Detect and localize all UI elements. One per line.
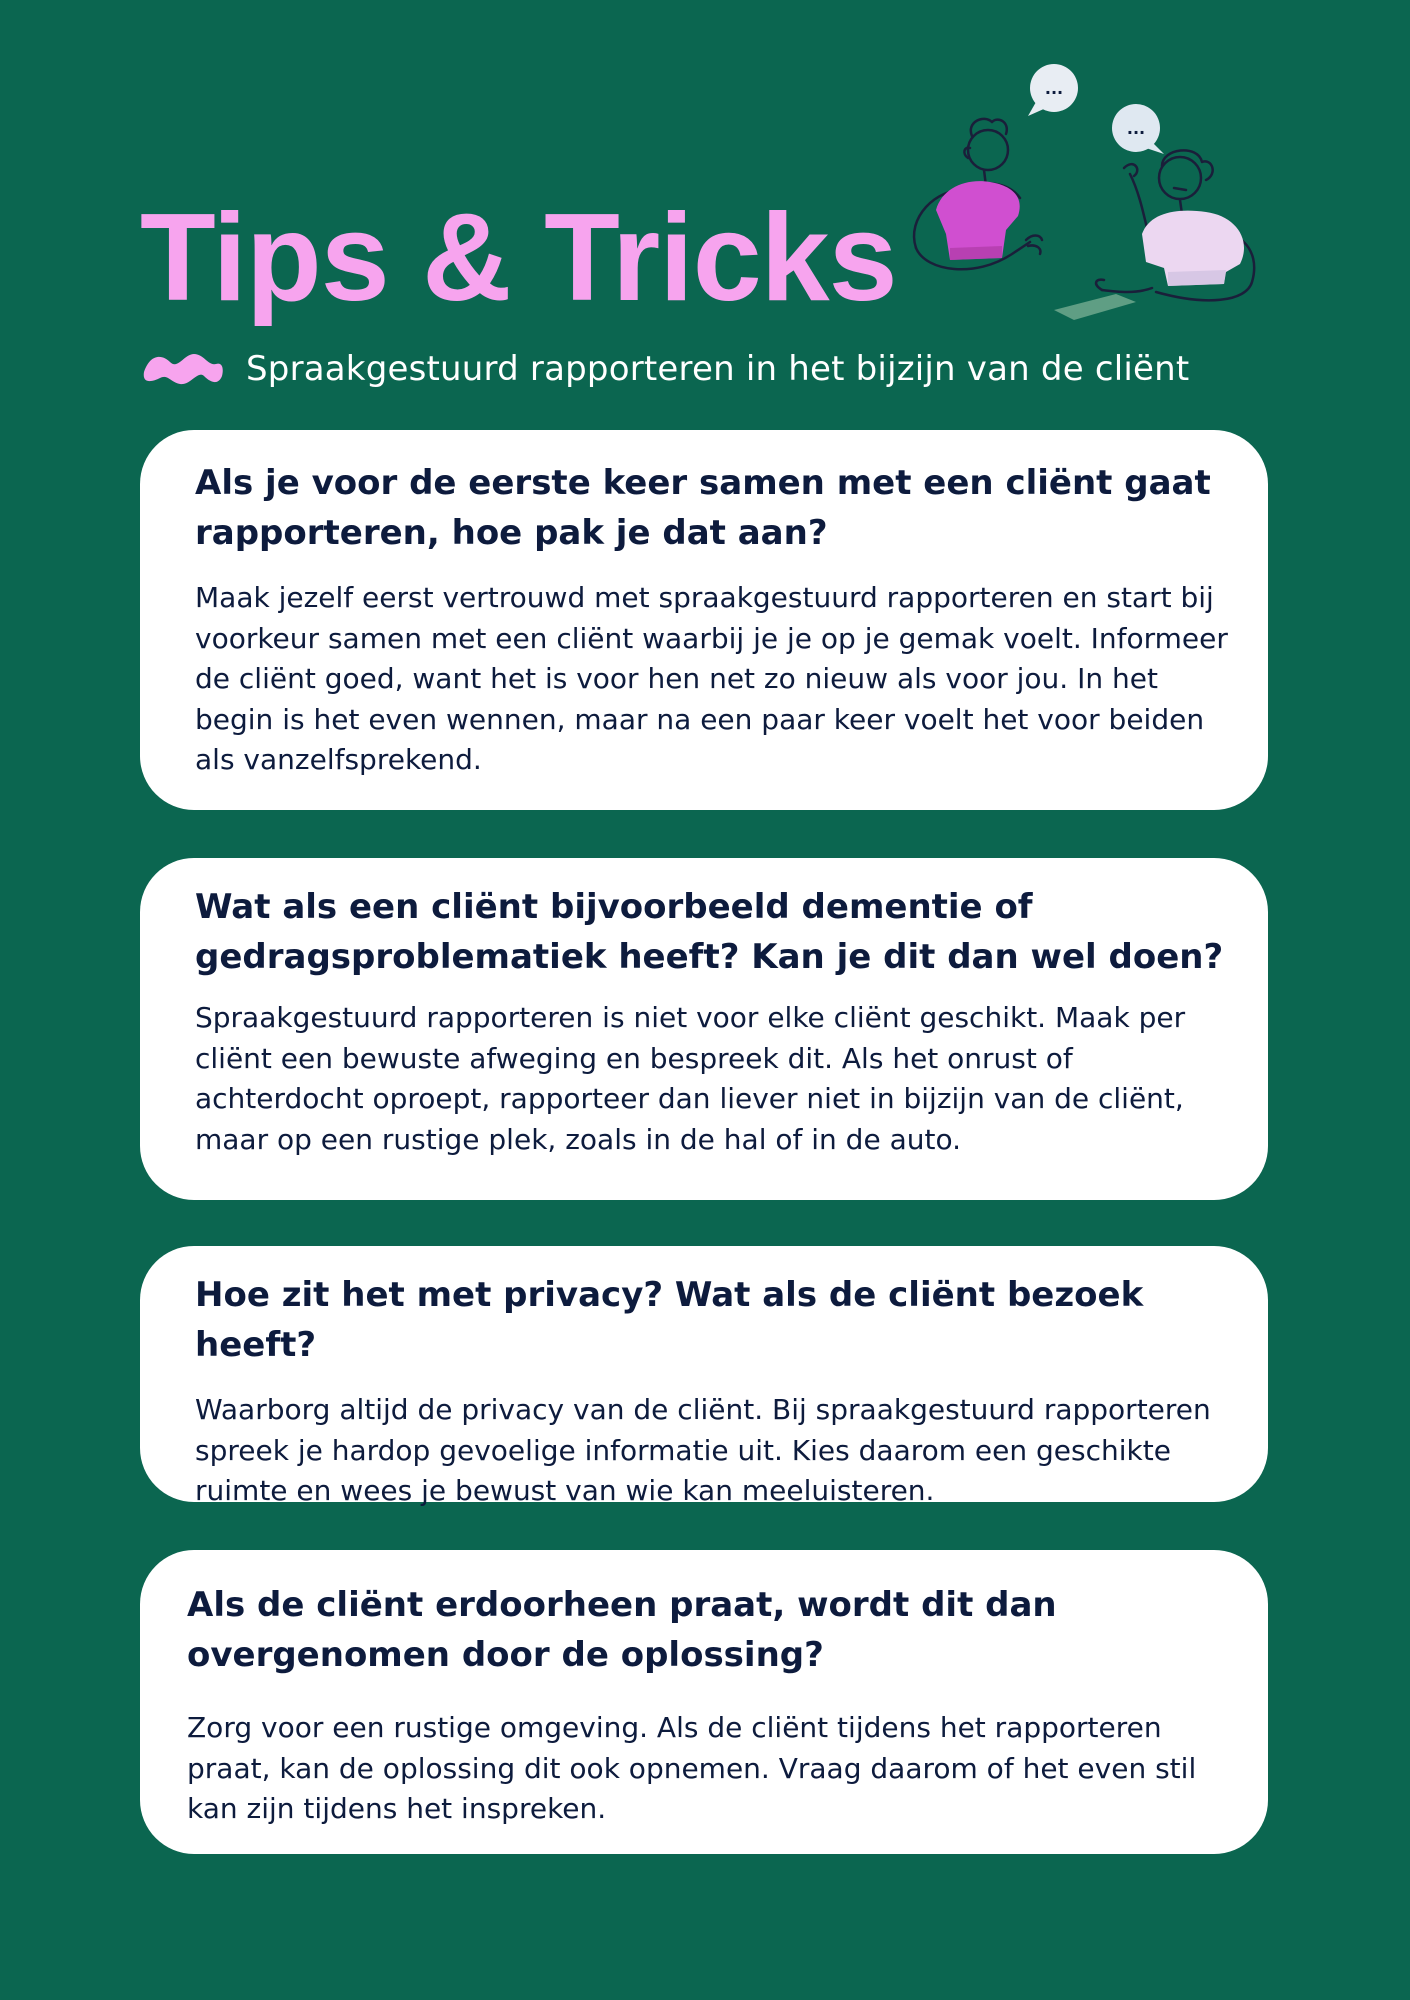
tip-question: Wat als een cliënt bijvoorbeeld dementie of gedragsproblematiek heeft? Kan je dit dan wel doen?: [195, 887, 1224, 977]
page-subtitle: Spraakgestuurd rapporteren in het bijzijn van de cliënt: [246, 349, 1190, 389]
tip-card: [140, 1246, 1268, 1507]
speech-bubble-right-icon: [1112, 104, 1164, 154]
tip-question: Als de cliënt erdoorheen praat, wordt dit dan overgenomen door de oplossing?: [187, 1585, 1057, 1675]
tip-card: [140, 430, 1268, 810]
page-title: Tips & Tricks: [140, 189, 897, 327]
phone-icon: [1054, 294, 1136, 320]
tip-answer: Maak jezelf eerst vertrouwd met spraakgestuurd rapporteren en start bij voorkeur samen met een cliënt waarbij je je op je gemak voelt. Informeer de cliënt goed, want het is voor hen net zo nieuw als voor jou. In het begin is het even wennen, maar na een paar keer voelt het voor beiden als vanzelfsprekend.: [195, 581, 1228, 776]
tip-answer: Zorg voor een rustige omgeving. Als de cliënt tijdens het rapporteren praat, kan de oplossing dit ook opnemen. Vraag daarom of het even stil kan zijn tijdens het inspreken.: [187, 1711, 1197, 1825]
speech-bubble-right-text: ...: [1126, 119, 1146, 138]
tip-question: Als je voor de eerste keer samen met een cliënt gaat rapporteren, hoe pak je dat aan?: [195, 463, 1211, 553]
speech-bubble-left-icon: [1028, 64, 1078, 116]
pink-wave-icon: [140, 346, 226, 392]
subtitle-row: [140, 346, 1189, 392]
tip-question: Hoe zit het met privacy? Wat als de cliënt bezoek heeft?: [195, 1275, 1144, 1365]
two-people-talking-illustration: [906, 58, 1276, 328]
tip-card: [140, 858, 1268, 1200]
tip-answer: Spraakgestuurd rapporteren is niet voor elke cliënt geschikt. Maak per cliënt een bewuste afweging en bespreek dit. Als het onrust of achterdocht oproept, rapporteer dan liever niet in bijzijn van de cliënt, maar op een rustige plek, zoals in de hal of in de auto.: [195, 1001, 1186, 1156]
tip-card: [140, 1550, 1268, 1854]
tip-answer: Waarborg altijd de privacy van de cliënt. Bij spraakgestuurd rapporteren spreek je hardop gevoelige informatie uit. Kies daarom een geschikte ruimte en wees je bewust van wie kan meeluisteren.: [195, 1393, 1211, 1507]
speech-bubble-left-text: ...: [1044, 79, 1064, 98]
